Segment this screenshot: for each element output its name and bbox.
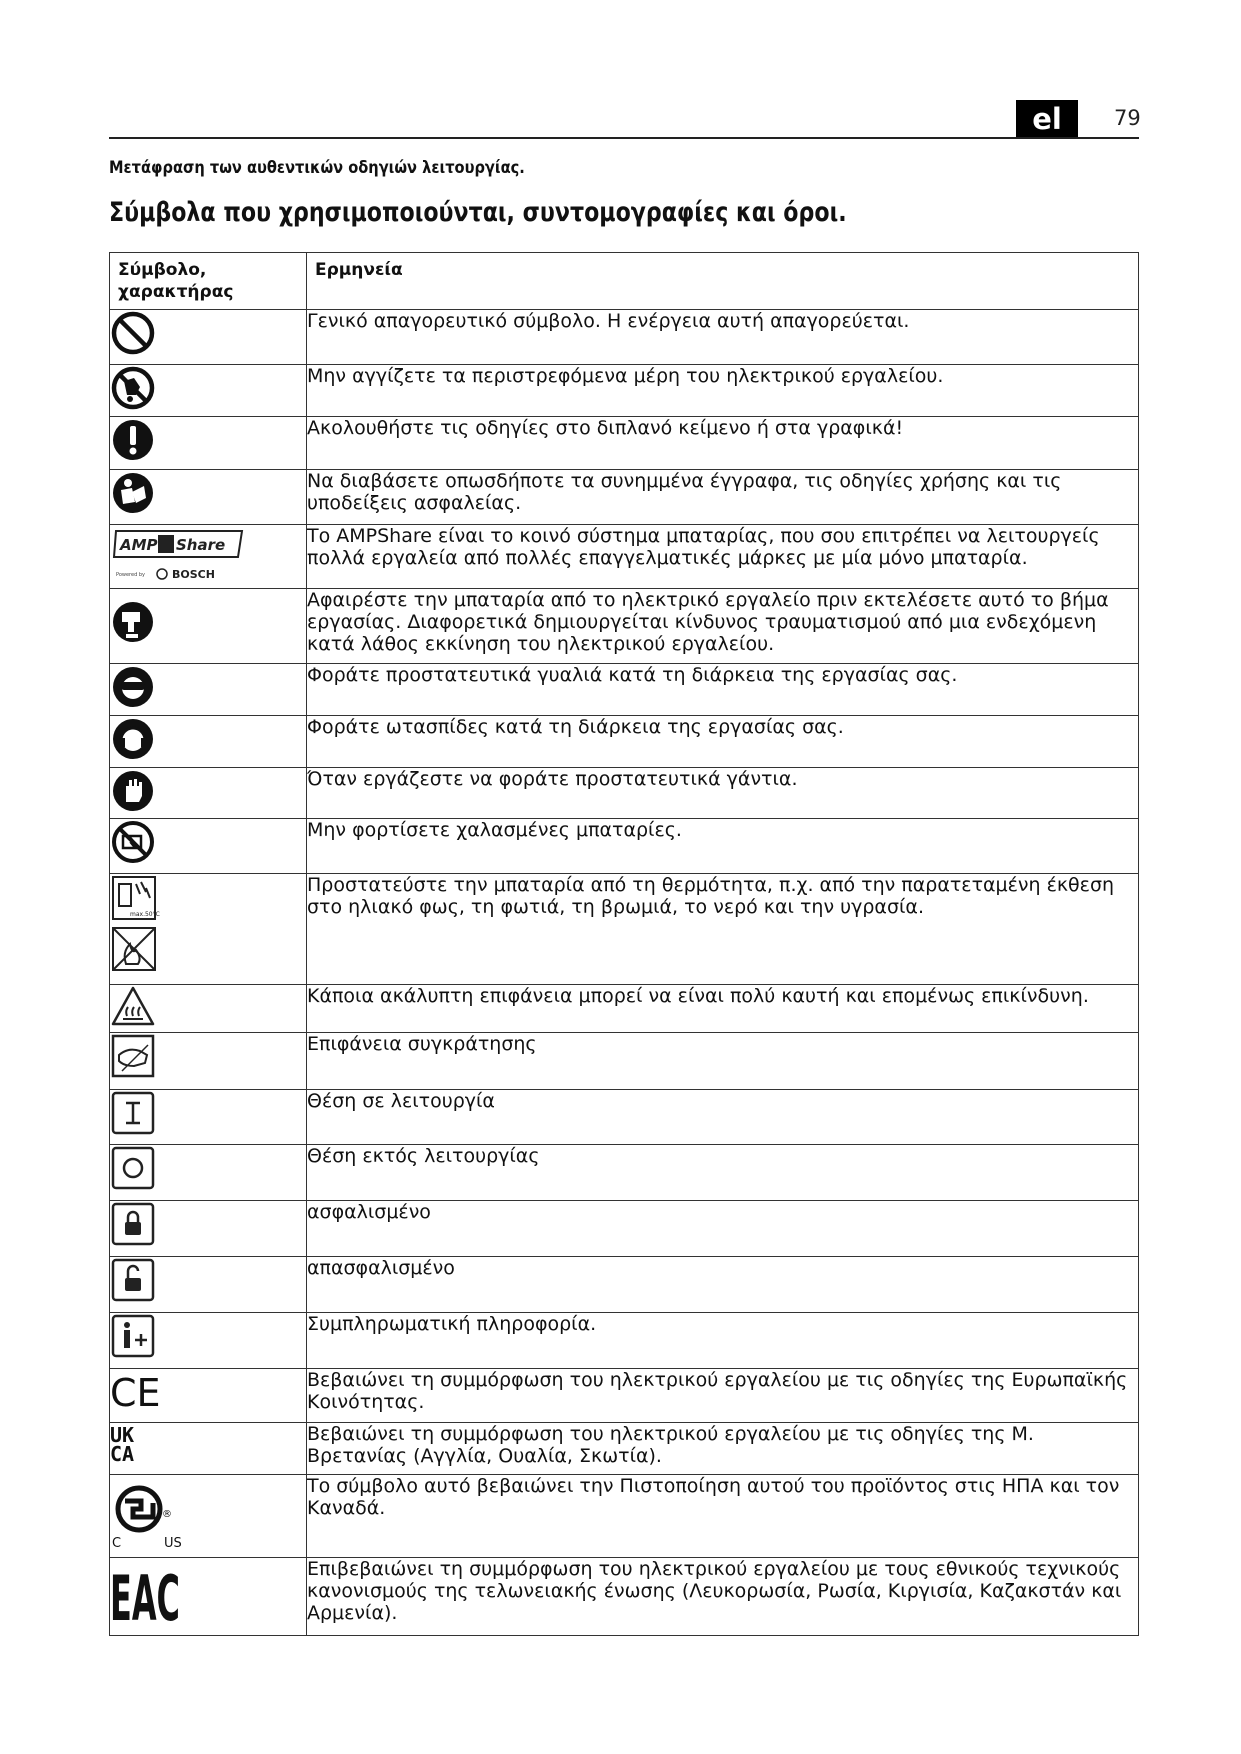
col-meaning-header: Ερμηνεία xyxy=(307,253,1139,310)
table-row xyxy=(110,525,1139,589)
row-text: Ακολουθήστε τις οδηγίες στο διπλανό κείμενο ή στα γραφικά! xyxy=(307,417,1139,470)
eac-mark-icon xyxy=(110,1558,184,1635)
row-text: Κάποια ακάλυπτη επιφάνεια μπορεί να είναι πολύ καυτή και επομένως επικίνδυνη. xyxy=(307,985,1139,1033)
eac-mark-text: EAC xyxy=(110,1562,180,1635)
prohibition-icon xyxy=(110,310,156,356)
row-text: Το AMPShare είναι το κοινό σύστημα μπαταρίας, που σου επιτρέπει να λειτουργείς πολλά εργαλεία από πολλές επαγγελματικές μάρκες με μία μόνο μπαταρία. xyxy=(307,525,1139,589)
logo-amp-text: AMP xyxy=(120,536,158,554)
table-row xyxy=(110,985,1139,1033)
ukca-mark-icon xyxy=(110,1423,150,1467)
table-row xyxy=(110,417,1139,470)
table-row xyxy=(110,1090,1139,1145)
translation-note: Μετάφραση των αυθεντικών οδηγιών λειτουργίας. xyxy=(109,158,525,178)
table-row xyxy=(110,1558,1139,1636)
row-text: Αφαιρέστε την μπαταρία από το ηλεκτρικό εργαλείο πριν εκτελέσετε αυτό το βήμα εργασίας. Διαφορετικά δημιουργείται κίνδυνος τραυματισμού από μια ενδεχόμενη κατά λάθος εκκίνηση του ηλεκτρικού εργαλείου. xyxy=(307,589,1139,664)
safety-goggles-icon xyxy=(110,664,156,710)
ukca-top-text: UK xyxy=(110,1423,135,1447)
row-text: Μην αγγίζετε τα περιστρεφόμενα μέρη του ηλεκτρικού εργαλείου. xyxy=(307,365,1139,417)
page-number: 79 xyxy=(1114,106,1141,130)
table-header-row xyxy=(110,253,1139,310)
table-row xyxy=(110,589,1139,664)
power-off-icon xyxy=(110,1145,156,1191)
ce-mark-text: CE xyxy=(110,1371,161,1415)
warning-exclamation-icon xyxy=(110,417,156,463)
table-row xyxy=(110,365,1139,417)
grip-surface-icon xyxy=(110,1033,156,1079)
table-row xyxy=(110,1423,1139,1475)
csa-reg-text: ® xyxy=(162,1509,172,1520)
language-badge: el xyxy=(1016,100,1078,137)
remove-battery-icon xyxy=(110,599,156,649)
row-text: απασφαλισμένο xyxy=(307,1257,1139,1313)
csa-mark-icon xyxy=(110,1475,200,1551)
hot-surface-warning-icon xyxy=(110,985,156,1027)
logo-powered-text: Powered by xyxy=(116,572,145,578)
csa-us-text: US xyxy=(164,1536,182,1551)
unlocked-icon xyxy=(110,1257,156,1303)
logo-share-text: Share xyxy=(176,536,226,554)
info-plus-icon xyxy=(110,1313,156,1359)
table-row xyxy=(110,1475,1139,1558)
row-text: Επιφάνεια συγκράτησης xyxy=(307,1033,1139,1090)
table-row xyxy=(110,874,1139,985)
ear-protection-icon xyxy=(110,716,156,762)
table-row xyxy=(110,1145,1139,1201)
row-text: Επιβεβαιώνει τη συμμόρφωση του ηλεκτρικού εργαλείου με τους εθνικούς τεχνικούς κανονισμούς της τελωνειακής ένωσης (Λευκορωσία, Ρωσία, Κιργισία, Καζακστάν και Αρμενία). xyxy=(307,1558,1139,1636)
row-text: Φοράτε προστατευτικά γυαλιά κατά τη διάρκεια της εργασίας σας. xyxy=(307,664,1139,716)
row-text: Το σύμβολο αυτό βεβαιώνει την Πιστοποίηση αυτού του προϊόντος στις ΗΠΑ και τον Καναδά. xyxy=(307,1475,1139,1558)
col-symbol-header: Σύμβολο, χαρακτήρας xyxy=(110,253,307,310)
row-text: Θέση εκτός λειτουργίας xyxy=(307,1145,1139,1201)
row-text: Προστατεύστε την μπαταρία από τη θερμότητα, π.χ. από την παρατεταμένη έκθεση στο ηλιακό φως, τη φωτιά, τη βρωμιά, το νερό και την υγρασία. xyxy=(307,874,1139,985)
table-row xyxy=(110,1033,1139,1090)
row-text: Γενικό απαγορευτικό σύμβολο. Η ενέργεια αυτή απαγορεύεται. xyxy=(307,310,1139,365)
no-charge-damaged-battery-icon xyxy=(110,819,156,865)
csa-c-text: C xyxy=(112,1536,122,1551)
protective-gloves-icon xyxy=(110,768,156,814)
ukca-bottom-text: CA xyxy=(110,1442,135,1466)
table-row xyxy=(110,716,1139,768)
row-text: Συμπληρωματική πληροφορία. xyxy=(307,1313,1139,1369)
row-text: Βεβαιώνει τη συμμόρφωση του ηλεκτρικού εργαλείου με τις οδηγίες της Μ. Βρετανίας (Αγγλία, Ουαλία, Σκωτία). xyxy=(307,1423,1139,1475)
header-rule xyxy=(109,137,1139,139)
row-text: Μην φορτίσετε χαλασμένες μπαταρίες. xyxy=(307,819,1139,874)
ce-mark-icon xyxy=(110,1369,162,1413)
row-text: Βεβαιώνει τη συμμόρφωση του ηλεκτρικού εργαλείου με τις οδηγίες της Ευρωπαϊκής Κοινότητας. xyxy=(307,1369,1139,1423)
no-touch-rotating-parts-icon xyxy=(110,365,156,411)
locked-icon xyxy=(110,1201,156,1247)
table-row xyxy=(110,768,1139,819)
table-row xyxy=(110,664,1139,716)
power-on-icon xyxy=(110,1090,156,1136)
temp-label: max.50°C xyxy=(130,911,160,918)
battery-heat-protection-icon xyxy=(110,874,160,974)
table-row xyxy=(110,1201,1139,1257)
table-row xyxy=(110,819,1139,874)
table-row xyxy=(110,1313,1139,1369)
symbols-table xyxy=(109,252,1139,1636)
row-text: Θέση σε λειτουργία xyxy=(307,1090,1139,1145)
table-row xyxy=(110,310,1139,365)
table-row xyxy=(110,1369,1139,1423)
table-row xyxy=(110,1257,1139,1313)
read-manual-icon xyxy=(110,470,156,516)
section-title: Σύμβολα που χρησιμοποιούνται, συντομογραφίες και όροι. xyxy=(109,197,847,228)
ampshare-logo-icon xyxy=(110,525,250,583)
logo-bosch-text: BOSCH xyxy=(172,568,215,581)
row-text: Όταν εργάζεστε να φοράτε προστατευτικά γάντια. xyxy=(307,768,1139,819)
row-text: Φοράτε ωτασπίδες κατά τη διάρκεια της εργασίας σας. xyxy=(307,716,1139,768)
table-row xyxy=(110,470,1139,525)
row-text: ασφαλισμένο xyxy=(307,1201,1139,1257)
row-text: Να διαβάσετε οπωσδήποτε τα συνημμένα έγγραφα, τις οδηγίες χρήσης και τις υποδείξεις ασφαλείας. xyxy=(307,470,1139,525)
